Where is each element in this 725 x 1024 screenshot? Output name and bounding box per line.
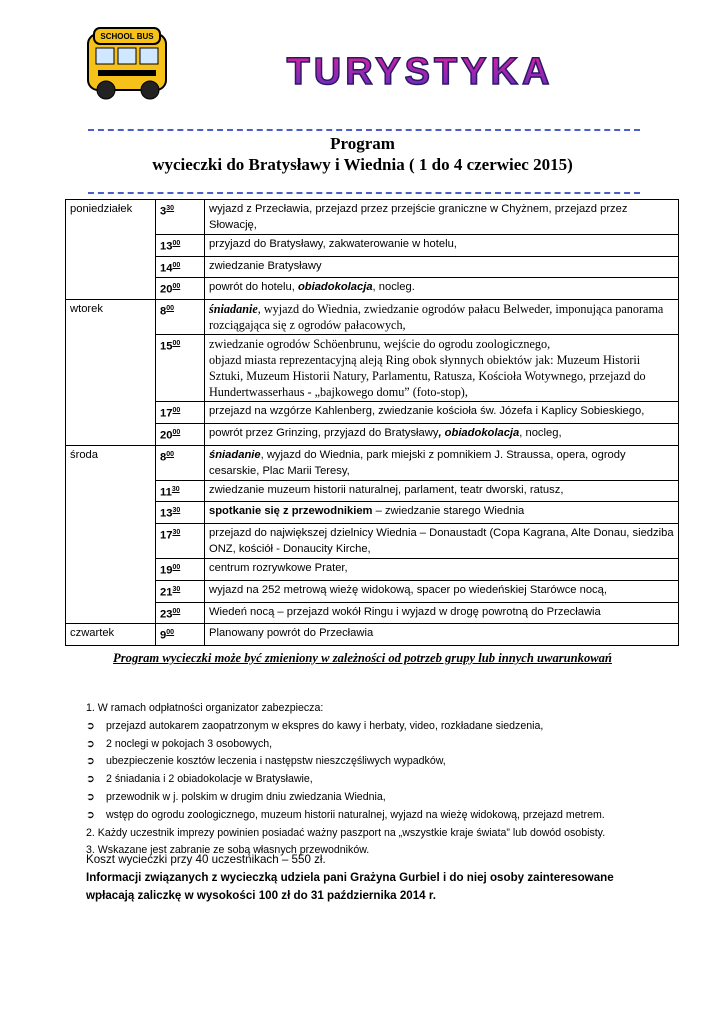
title-program: Program: [330, 134, 395, 153]
hour-cell: $3^{30}$: [156, 200, 205, 235]
activity-cell: przejazd do największej dzielnicy Wiednia – Donaustadt (Copa Kagrana, Alte Donau, siedziba ONZ, kościół - Donaucity Kirche,: [205, 524, 679, 559]
arrow-bullet-icon: ➲: [86, 808, 95, 821]
schedule-row: [66, 480, 679, 502]
hour-cell: $21^{30}$: [156, 580, 205, 602]
info-bullets: [86, 718, 646, 825]
title-trip: wycieczki do Bratysławy i Wiednia ( 1 do 4 czerwiec 2015): [152, 155, 573, 174]
schedule-row: [66, 278, 679, 300]
hour-cell: $17^{30}$: [156, 524, 205, 559]
schedule-row: [66, 235, 679, 257]
activity-cell: Planowany powrót do Przecławia: [205, 624, 679, 646]
cost-section: [86, 851, 646, 905]
hour-cell: $8^{00}$: [156, 445, 205, 480]
day-cell: poniedziałek: [66, 200, 156, 235]
schedule-row: [66, 445, 679, 480]
day-cell: [66, 256, 156, 278]
day-cell: [66, 502, 156, 524]
banner-text: TURYSTYKA: [286, 51, 554, 93]
divider-top: [88, 129, 640, 131]
schedule-row: [66, 300, 679, 335]
day-cell: [66, 559, 156, 581]
hour-cell: $11^{30}$: [156, 480, 205, 502]
schedule-row: [66, 524, 679, 559]
activity-cell: wyjazd na 252 metrową wieżę widokową, spacer po wiedeńskiej Starówce nocą,: [205, 580, 679, 602]
info-bullet: ➲ 2 noclegi w pokojach 3 osobowych,: [86, 736, 646, 754]
activity-cell: zwiedzanie Bratysławy: [205, 256, 679, 278]
schedule-row: [66, 335, 679, 402]
arrow-bullet-icon: ➲: [86, 719, 95, 732]
activity-cell: spotkanie się z przewodnikiem – zwiedzanie starego Wiednia: [205, 502, 679, 524]
day-cell: czwartek: [66, 624, 156, 646]
arrow-bullet-icon: ➲: [86, 755, 95, 768]
activity-cell: śniadanie, wyjazd do Wiednia, zwiedzanie ogrodów pałacu Belweder, imponująca panorama rozciągająca się z ogrodów pałacowych,: [205, 300, 679, 335]
hour-cell: $23^{00}$: [156, 602, 205, 624]
cost-line: Koszt wycieczki przy 40 uczestnikach – 550 zł.: [86, 853, 326, 866]
info-point-2: 2. Każdy uczestnik imprezy powinien posiadać ważny paszport na „wszystkie kraje świata” lub dowód osobisty.: [86, 826, 606, 839]
turystyka-banner: [220, 48, 620, 94]
schedule-row: [66, 502, 679, 524]
activity-cell: zwiedzanie muzeum historii naturalnej, parlament, teatr dworski, ratusz,: [205, 480, 679, 502]
divider-bottom: [88, 192, 640, 194]
info-point-1: 1. W ramach odpłatności organizator zabezpiecza:: [86, 702, 324, 714]
bus-text: SCHOOL BUS: [100, 32, 154, 41]
schedule-row: [66, 423, 679, 445]
schedule-row: [66, 200, 679, 235]
school-bus-logo: [84, 24, 172, 102]
schedule-row: [66, 559, 679, 581]
arrow-bullet-icon: ➲: [86, 790, 95, 803]
hour-cell: $13^{00}$: [156, 235, 205, 257]
schedule-row: [66, 256, 679, 278]
day-cell: środa: [66, 445, 156, 480]
schedule-row: [66, 602, 679, 624]
info-section: [86, 700, 646, 860]
activity-cell: powrót przez Grinzing, przyjazd do Bratysławy, obiadokolacja, nocleg,: [205, 423, 679, 445]
schedule-row: [66, 580, 679, 602]
day-cell: [66, 335, 156, 402]
program-change-note: Program wycieczki może być zmieniony w zależności od potrzeb grupy lub innych uwarunkowań: [113, 651, 612, 665]
activity-cell: powrót do hotelu, obiadokolacja, nocleg.: [205, 278, 679, 300]
info-bullet: ➲ przejazd autokarem zaopatrzonym w ekspres do kawy i herbaty, video, rozkładane siedzenia,: [86, 718, 646, 736]
schedule-row: [66, 624, 679, 646]
arrow-bullet-icon: ➲: [86, 737, 95, 750]
schedule-table: [65, 199, 679, 646]
hour-cell: $14^{00}$: [156, 256, 205, 278]
arrow-bullet-icon: ➲: [86, 773, 95, 786]
day-cell: [66, 524, 156, 559]
hour-cell: $20^{00}$: [156, 278, 205, 300]
info-bullet: ➲ ubezpieczenie kosztów leczenia i następstw nieszczęśliwych wypadków,: [86, 753, 646, 771]
hour-cell: $20^{00}$: [156, 423, 205, 445]
hour-cell: $8^{00}$: [156, 300, 205, 335]
day-cell: [66, 235, 156, 257]
day-cell: [66, 423, 156, 445]
day-cell: [66, 580, 156, 602]
hour-cell: $9^{00}$: [156, 624, 205, 646]
hour-cell: $19^{00}$: [156, 559, 205, 581]
day-cell: [66, 402, 156, 424]
day-cell: [66, 602, 156, 624]
activity-cell: zwiedzanie ogrodów Schöenbrunu, wejście do ogrodu zoologicznego, objazd miasta reprezentacyjną aleją Ring obok słynnych obiektów jak: Muzeum Historii Sztuki, Muzeum Historii Natury, Parlamentu, Ratusza, Kościoła Wotywnego, przejazd do Hundertwasserhaus - „bajkowego domu” (foto-stop),: [205, 335, 679, 402]
activity-cell: przejazd na wzgórze Kahlenberg, zwiedzanie kościoła św. Józefa i Kaplicy Sobieskiego,: [205, 402, 679, 424]
activity-cell: przyjazd do Bratysławy, zakwaterowanie w hotelu,: [205, 235, 679, 257]
activity-cell: centrum rozrywkowe Prater,: [205, 559, 679, 581]
info-bullet: ➲ 2 śniadania i 2 obiadokolacje w Bratysławie,: [86, 771, 646, 789]
day-cell: [66, 480, 156, 502]
hour-cell: $15^{00}$: [156, 335, 205, 402]
activity-cell: śniadanie, wyjazd do Wiednia, park miejski z pomnikiem J. Straussa, opera, ogrody cesarskie, Plac Marii Teresy,: [205, 445, 679, 480]
activity-cell: wyjazd z Przecławia, przejazd przez przejście graniczne w Chyżnem, przejazd przez Słowację,: [205, 200, 679, 235]
contact-info: Informacji związanych z wycieczką udziela pani Grażyna Gurbiel i do niej osoby zainteresowane wpłacają zaliczkę w wysokości 100 zł do 31 października 2014 r.: [86, 871, 614, 902]
info-bullet: ➲ wstęp do ogrodu zoologicznego, muzeum historii naturalnej, wyjazd na wieżę widokową, przejazd metrem.: [86, 807, 646, 825]
schedule-row: [66, 402, 679, 424]
info-point-3: 3. Wskazane jest zabranie ze sobą własnych przewodników.: [86, 844, 370, 857]
hour-cell: $13^{30}$: [156, 502, 205, 524]
info-bullet: ➲ przewodnik w j. polskim w drugim dniu zwiedzania Wiednia,: [86, 789, 646, 807]
day-cell: wtorek: [66, 300, 156, 335]
activity-cell: Wiedeń nocą – przejazd wokół Ringu i wyjazd w drogę powrotną do Przecławia: [205, 602, 679, 624]
day-cell: [66, 278, 156, 300]
hour-cell: $17^{00}$: [156, 402, 205, 424]
